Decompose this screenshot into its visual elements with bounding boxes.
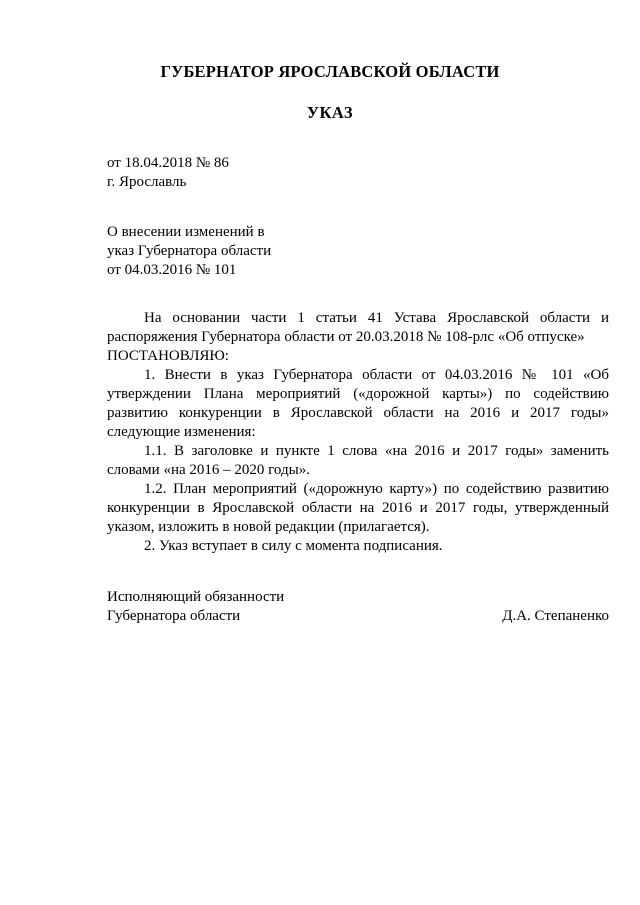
issuing-authority: ГУБЕРНАТОР ЯРОСЛАВСКОЙ ОБЛАСТИ [160,62,500,81]
item-1: 1. Внести в указ Губернатора области от 04.03.2016 № 101 «Об утверждении Плана мероприятий («дорожной карты») по содействию развитию конкуренции в Ярославской области на 2016 и 2017 годы» следующие изменения: [107,367,609,440]
signatory-name: Д.А. Степаненко [502,608,609,624]
subject-line-1: О внесении изменений в [107,224,265,240]
document-meta [107,154,229,192]
document-subject [107,223,271,280]
signatory-position-line-1: Исполняющий обязанности [107,589,285,605]
signature-block [107,588,609,626]
signatory-position-line-2: Губернатора области [107,608,241,624]
item-1-2: 1.2. План мероприятий («дорожную карту») по содействию развитию конкуренции в Ярославской области на 2016 и 2017 годы, утвержденный указом, изложить в новой редакции (прилагается). [107,481,609,535]
item-2: 2. Указ вступает в силу с момента подписания. [144,538,443,554]
resolve-word: ПОСТАНОВЛЯЮ: [107,348,229,364]
item-1-1: 1.1. В заголовке и пункте 1 слова «на 2016 и 2017 годы» заменить словами «на 2016 – 2020 годы». [107,443,609,478]
date-number: от 18.04.2018 № 86 [107,155,229,171]
document-body [107,309,609,556]
preamble-paragraph: На основании части 1 статьи 41 Устава Ярославской области и распоряжения Губернатора области от 20.03.2018 № 108-рлс «Об отпуске» [107,310,609,345]
city: г. Ярославль [107,174,187,190]
document-type: УКАЗ [306,103,354,122]
subject-line-2: указ Губернатора области [107,243,272,259]
signature-line [107,607,609,626]
subject-line-3: от 04.03.2016 № 101 [107,262,237,278]
